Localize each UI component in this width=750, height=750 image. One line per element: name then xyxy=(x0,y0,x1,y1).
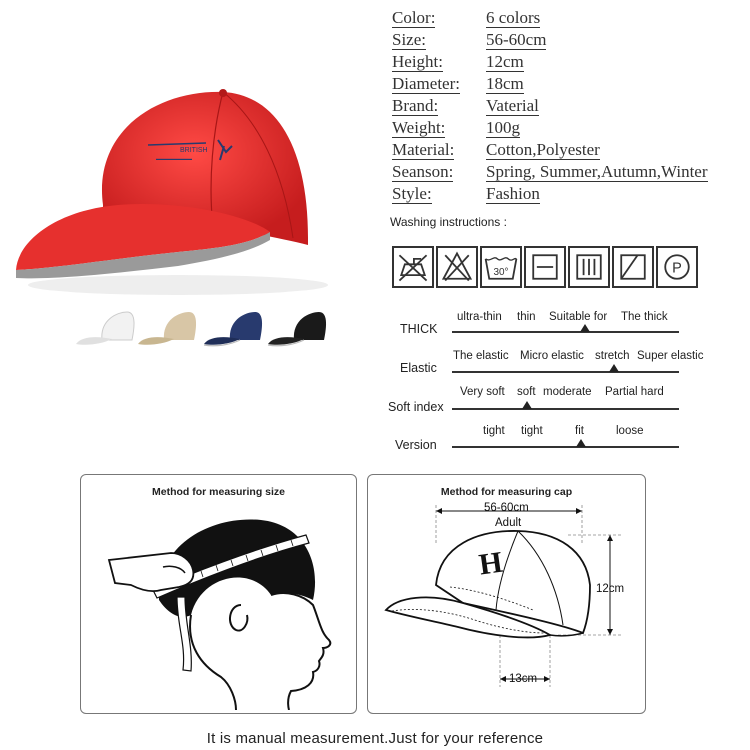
scale-marker xyxy=(580,324,590,332)
scale-option: Micro elastic xyxy=(520,350,584,362)
scale-option: moderate xyxy=(543,386,592,398)
scale-marker xyxy=(522,401,532,409)
spec-season: Seanson: Spring, Summer,Autumn,Winter xyxy=(392,162,708,181)
hero-cap-image xyxy=(8,70,328,300)
scale-option: stretch xyxy=(595,350,630,362)
scale-option: Suitable for xyxy=(549,311,608,323)
scale-track xyxy=(452,371,679,373)
scale-option: tight xyxy=(521,425,543,437)
scale-option: tight xyxy=(483,425,505,437)
scale-option: Super elastic xyxy=(637,350,704,362)
thumb-black-cap[interactable] xyxy=(268,312,326,346)
svg-text:30°: 30° xyxy=(493,267,509,279)
footer-note: It is manual measurement.Just for your reference xyxy=(206,730,544,747)
scale-option: The thick xyxy=(621,311,668,323)
thumb-white-cap[interactable] xyxy=(76,312,134,345)
cap-emblem: H xyxy=(476,545,505,582)
drip-dry-icon xyxy=(568,246,610,288)
color-thumbnails xyxy=(72,302,332,352)
cap-logo-text: BRITISH xyxy=(180,147,208,154)
measure-cap-title: Method for measuring cap xyxy=(440,486,573,498)
spec-brand: Brand: Vaterial xyxy=(392,96,539,115)
dry-clean-p-icon xyxy=(656,246,698,288)
spec-material: Material: Cotton,Polyester xyxy=(392,140,600,159)
svg-text:▬▬▬▬▬▬▬▬▬: ▬▬▬▬▬▬▬▬▬ xyxy=(156,156,192,161)
scale-option: loose xyxy=(616,425,644,437)
scale-option: ultra-thin xyxy=(457,311,502,323)
scale-track xyxy=(452,408,679,410)
scale-label: Elastic xyxy=(400,361,437,375)
thumb-khaki-cap[interactable] xyxy=(138,312,196,345)
thumb-navy-cap[interactable] xyxy=(204,312,262,346)
svg-text:P: P xyxy=(672,260,682,277)
scale-marker xyxy=(576,439,586,447)
washing-title: Washing instructions : xyxy=(390,215,507,229)
spec-color: Color: 6 colors xyxy=(392,8,541,27)
spec-diameter: Diameter: 18cm xyxy=(392,74,524,93)
scale-label: Soft index xyxy=(388,400,444,414)
scale-option: Very soft xyxy=(460,386,505,398)
scale-option: thin xyxy=(517,311,536,323)
scale-track xyxy=(452,331,679,333)
measure-size-panel xyxy=(80,474,357,714)
cap-height-value: 12cm xyxy=(596,583,625,595)
no-iron-icon xyxy=(392,246,434,288)
wash-30-icon xyxy=(480,246,522,288)
spec-size: Size: 56-60cm xyxy=(392,30,547,49)
spec-list xyxy=(392,8,748,206)
head-measure-illustration xyxy=(81,505,355,710)
scale-option: The elastic xyxy=(453,350,509,362)
no-bleach-icon xyxy=(436,246,478,288)
measure-size-title: Method for measuring size xyxy=(151,486,286,498)
scale-label: THICK xyxy=(400,322,438,336)
measure-cap-panel xyxy=(367,474,646,714)
spec-height: Height: 12cm xyxy=(392,52,524,71)
spec-style: Style: Fashion xyxy=(392,184,540,203)
cap-circumference-note: Adult xyxy=(495,517,522,529)
tumble-dry-icon xyxy=(524,246,566,288)
dry-shade-icon xyxy=(612,246,654,288)
scale-option: soft xyxy=(517,386,536,398)
scale-option: Partial hard xyxy=(605,386,664,398)
spec-weight: Weight: 100g xyxy=(392,118,520,137)
scale-track xyxy=(452,446,679,448)
cap-circumference-value: 56-60cm xyxy=(484,502,529,514)
scale-label: Version xyxy=(395,438,437,452)
cap-brim-value: 13cm xyxy=(509,673,538,685)
scale-option: fit xyxy=(575,425,584,437)
scale-marker xyxy=(609,364,619,372)
